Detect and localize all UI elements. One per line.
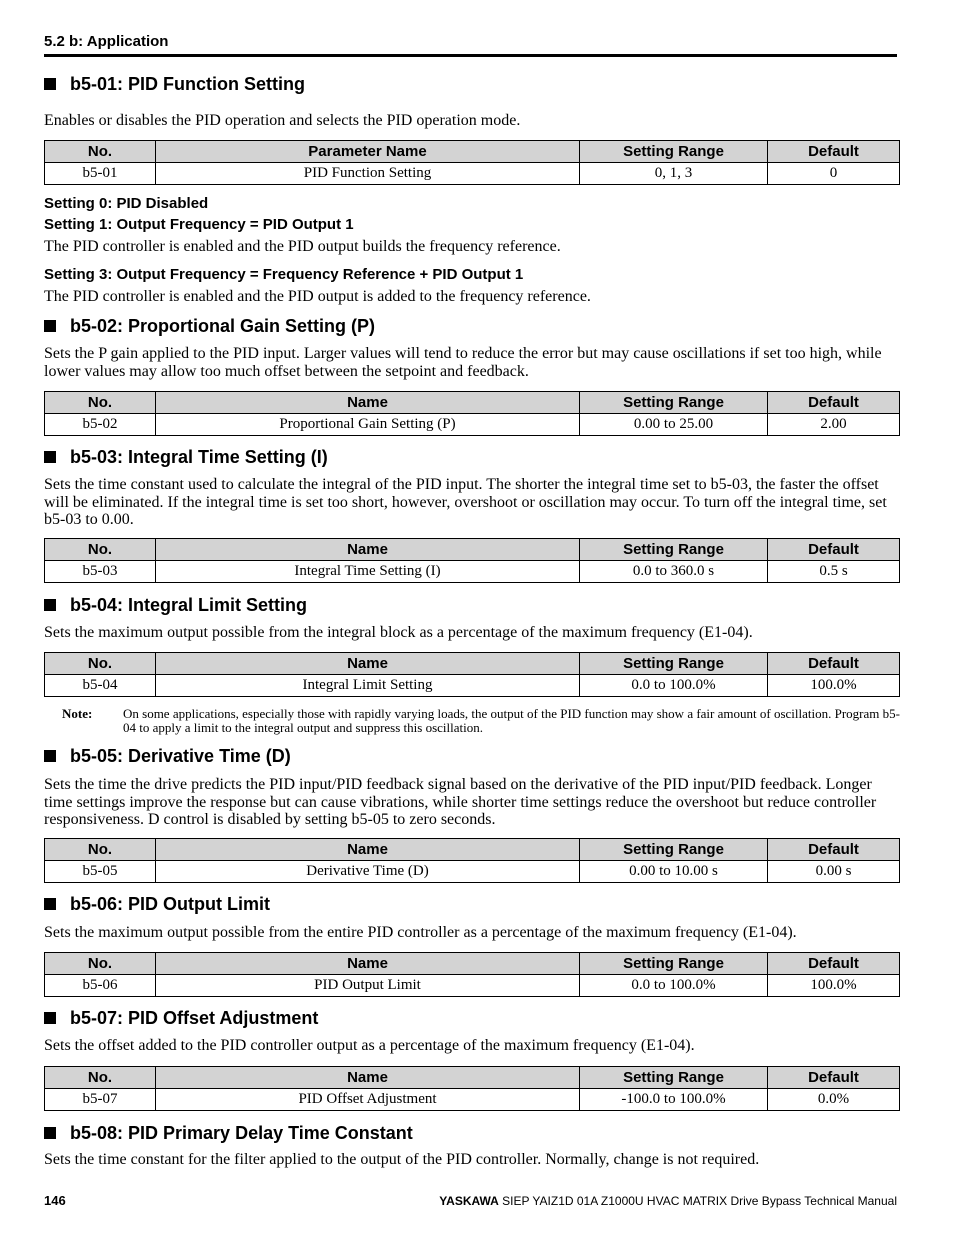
table-header-row bbox=[45, 1067, 900, 1089]
col-no: No. bbox=[45, 392, 156, 414]
cell-default: 0.0% bbox=[768, 1089, 900, 1111]
square-bullet-icon bbox=[44, 320, 56, 332]
param-table-b5-07 bbox=[44, 1066, 900, 1111]
cell-no: b5-02 bbox=[45, 414, 156, 436]
desc-b5-02: Sets the P gain applied to the PID input. Larger values will tend to reduce the error but may cause oscillations if set too high, while lower values may allow too much offset between the setpoint and feedback. bbox=[44, 345, 882, 380]
cell-name: Derivative Time (D) bbox=[156, 861, 580, 883]
note-label: Note: bbox=[62, 706, 93, 721]
col-no: No. bbox=[45, 839, 156, 861]
desc-b5-04: Sets the maximum output possible from the integral block as a percentage of the maximum frequency (E1-04). bbox=[44, 624, 753, 641]
cell-no: b5-07 bbox=[45, 1089, 156, 1111]
cell-name: PID Offset Adjustment bbox=[156, 1089, 580, 1111]
cell-no: b5-04 bbox=[45, 675, 156, 697]
cell-range: 0.0 to 360.0 s bbox=[580, 561, 768, 583]
cell-default: 100.0% bbox=[768, 675, 900, 697]
table-row bbox=[45, 861, 900, 883]
heading-b5-07: b5-07: PID Offset Adjustment bbox=[44, 1008, 318, 1029]
cell-name: Integral Time Setting (I) bbox=[156, 561, 580, 583]
col-name: Name bbox=[156, 953, 580, 975]
param-table-b5-03 bbox=[44, 538, 900, 583]
heading-b5-08: b5-08: PID Primary Delay Time Constant bbox=[44, 1123, 413, 1144]
setting-1-heading: Setting 1: Output Frequency = PID Output 1 bbox=[44, 216, 354, 233]
col-default: Default bbox=[768, 1067, 900, 1089]
table-row bbox=[45, 414, 900, 436]
footer-manual-title bbox=[439, 1194, 897, 1208]
table-header-row bbox=[45, 953, 900, 975]
table-row bbox=[45, 1089, 900, 1111]
desc-b5-03: Sets the time constant used to calculate the integral of the PID input. The shorter the integral time set to b5-03, the faster the offset will be eliminated. If the integral time is set too short, however, overshoot or oscillation may occur. To turn off the integral time, set b5-03 to 0.00. bbox=[44, 476, 887, 528]
heading-b5-05: b5-05: Derivative Time (D) bbox=[44, 746, 291, 767]
manual-name: SIEP YAIZ1D 01A Z1000U HVAC MATRIX Drive Bypass Technical Manual bbox=[498, 1194, 897, 1208]
table-header-row bbox=[45, 141, 900, 163]
cell-default: 2.00 bbox=[768, 414, 900, 436]
col-default: Default bbox=[768, 653, 900, 675]
cell-name: PID Output Limit bbox=[156, 975, 580, 997]
col-range: Setting Range bbox=[580, 141, 768, 163]
setting-3-desc: The PID controller is enabled and the PID output is added to the frequency reference. bbox=[44, 288, 591, 305]
cell-default: 0.5 s bbox=[768, 561, 900, 583]
heading-b5-06: b5-06: PID Output Limit bbox=[44, 894, 270, 915]
col-range: Setting Range bbox=[580, 1067, 768, 1089]
heading-b5-01: b5-01: PID Function Setting bbox=[44, 74, 305, 95]
square-bullet-icon bbox=[44, 599, 56, 611]
cell-name: Integral Limit Setting bbox=[156, 675, 580, 697]
param-table-b5-05 bbox=[44, 838, 900, 883]
col-default: Default bbox=[768, 392, 900, 414]
param-table-b5-01 bbox=[44, 140, 900, 185]
table-header-row bbox=[45, 539, 900, 561]
cell-no: b5-03 bbox=[45, 561, 156, 583]
cell-default: 100.0% bbox=[768, 975, 900, 997]
square-bullet-icon bbox=[44, 750, 56, 762]
col-range: Setting Range bbox=[580, 392, 768, 414]
col-default: Default bbox=[768, 539, 900, 561]
section-header: 5.2 b: Application bbox=[44, 33, 169, 50]
cell-name: Proportional Gain Setting (P) bbox=[156, 414, 580, 436]
col-name: Parameter Name bbox=[156, 141, 580, 163]
table-row bbox=[45, 975, 900, 997]
square-bullet-icon bbox=[44, 1012, 56, 1024]
desc-b5-01: Enables or disables the PID operation and selects the PID operation mode. bbox=[44, 112, 521, 129]
param-table-b5-06 bbox=[44, 952, 900, 997]
desc-b5-05: Sets the time the drive predicts the PID input/PID feedback signal based on the derivative of the PID input/PID feedback. Longer time settings improve the response but can cause vibrations, while shorter time settings reduce the overshoot but reduce controller responsiveness. D control is disabled by setting b5-05 to zero seconds. bbox=[44, 776, 877, 828]
col-range: Setting Range bbox=[580, 653, 768, 675]
cell-range: -100.0 to 100.0% bbox=[580, 1089, 768, 1111]
cell-range: 0.0 to 100.0% bbox=[580, 975, 768, 997]
table-header-row bbox=[45, 392, 900, 414]
setting-0-heading: Setting 0: PID Disabled bbox=[44, 195, 209, 212]
col-range: Setting Range bbox=[580, 539, 768, 561]
brand-name: YASKAWA bbox=[439, 1194, 499, 1208]
col-no: No. bbox=[45, 539, 156, 561]
col-default: Default bbox=[768, 141, 900, 163]
param-table-b5-02 bbox=[44, 391, 900, 436]
square-bullet-icon bbox=[44, 451, 56, 463]
setting-3-heading: Setting 3: Output Frequency = Frequency Reference + PID Output 1 bbox=[44, 266, 524, 283]
desc-b5-08: Sets the time constant for the filter applied to the output of the PID controller. Normally, change is not required. bbox=[44, 1151, 760, 1168]
cell-no: b5-01 bbox=[45, 163, 156, 185]
cell-range: 0, 1, 3 bbox=[580, 163, 768, 185]
square-bullet-icon bbox=[44, 78, 56, 90]
table-row bbox=[45, 163, 900, 185]
col-name: Name bbox=[156, 1067, 580, 1089]
cell-default: 0 bbox=[768, 163, 900, 185]
desc-b5-06: Sets the maximum output possible from the entire PID controller as a percentage of the maximum frequency (E1-04). bbox=[44, 924, 797, 941]
table-header-row bbox=[45, 653, 900, 675]
param-table-b5-04 bbox=[44, 652, 900, 697]
col-no: No. bbox=[45, 1067, 156, 1089]
cell-range: 0.00 to 25.00 bbox=[580, 414, 768, 436]
page-number: 146 bbox=[44, 1193, 66, 1208]
cell-default: 0.00 s bbox=[768, 861, 900, 883]
col-range: Setting Range bbox=[580, 953, 768, 975]
col-name: Name bbox=[156, 392, 580, 414]
col-name: Name bbox=[156, 839, 580, 861]
col-range: Setting Range bbox=[580, 839, 768, 861]
cell-range: 0.0 to 100.0% bbox=[580, 675, 768, 697]
col-default: Default bbox=[768, 839, 900, 861]
header-rule bbox=[44, 54, 897, 57]
col-no: No. bbox=[45, 953, 156, 975]
heading-b5-04: b5-04: Integral Limit Setting bbox=[44, 595, 307, 616]
col-name: Name bbox=[156, 653, 580, 675]
table-header-row bbox=[45, 839, 900, 861]
table-row bbox=[45, 561, 900, 583]
heading-b5-02: b5-02: Proportional Gain Setting (P) bbox=[44, 316, 375, 337]
cell-no: b5-05 bbox=[45, 861, 156, 883]
col-name: Name bbox=[156, 539, 580, 561]
cell-name: PID Function Setting bbox=[156, 163, 580, 185]
setting-1-desc: The PID controller is enabled and the PID output builds the frequency reference. bbox=[44, 238, 561, 255]
cell-no: b5-06 bbox=[45, 975, 156, 997]
square-bullet-icon bbox=[44, 1127, 56, 1139]
col-default: Default bbox=[768, 953, 900, 975]
col-no: No. bbox=[45, 141, 156, 163]
cell-range: 0.00 to 10.00 s bbox=[580, 861, 768, 883]
col-no: No. bbox=[45, 653, 156, 675]
desc-b5-07: Sets the offset added to the PID controller output as a percentage of the maximum frequency (E1-04). bbox=[44, 1037, 695, 1054]
heading-b5-03: b5-03: Integral Time Setting (I) bbox=[44, 447, 328, 468]
square-bullet-icon bbox=[44, 898, 56, 910]
table-row bbox=[45, 675, 900, 697]
note-text: On some applications, especially those with rapidly varying loads, the output of the PID function may show a fair amount of oscillation. Program b5-04 to apply a limit to the integral output and suppress this oscillation. bbox=[123, 706, 900, 735]
